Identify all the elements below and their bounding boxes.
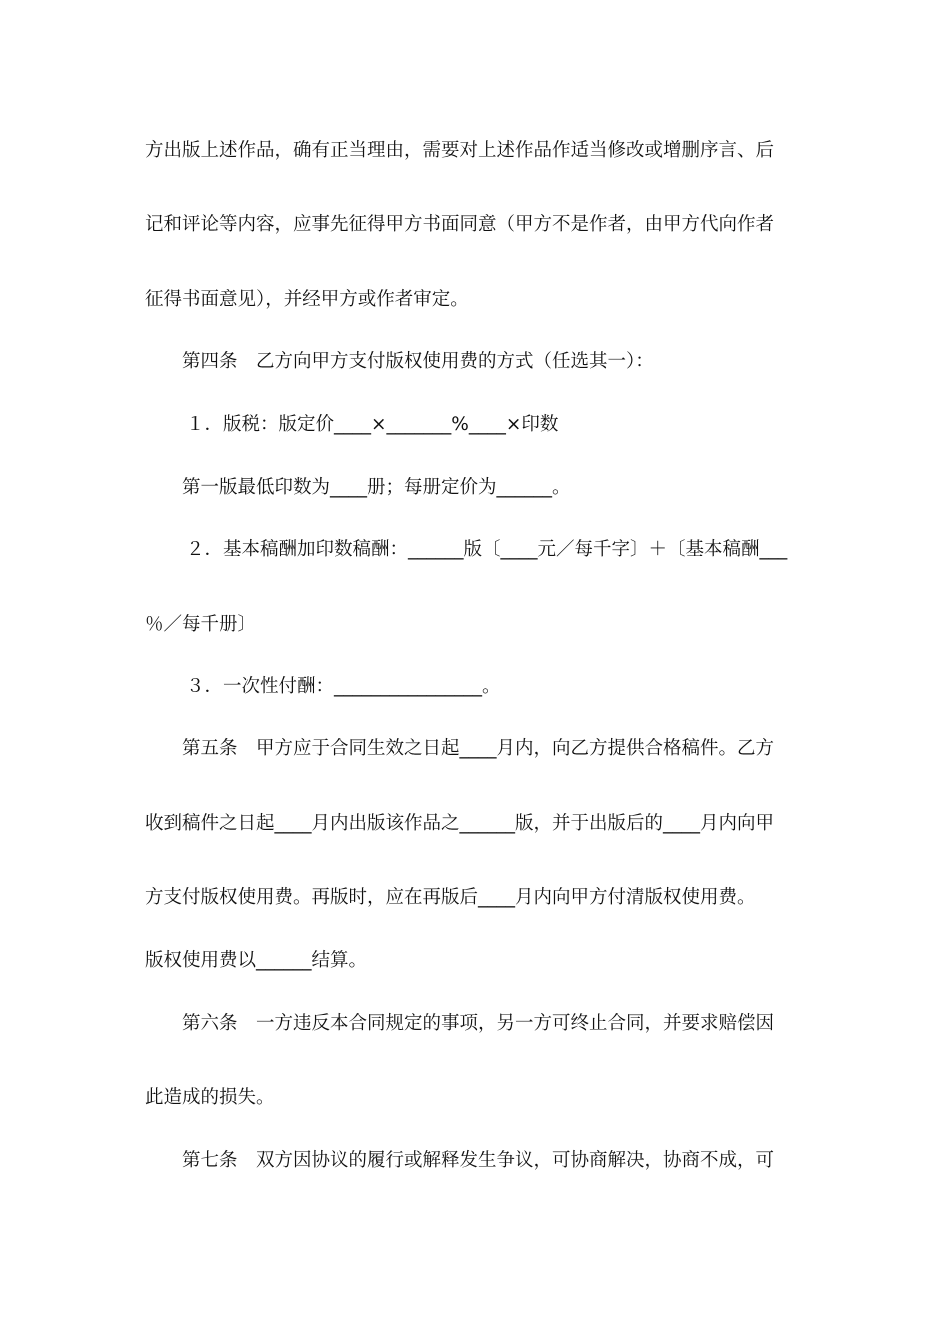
- article-5-heading: 第五条 甲方应于合同生效之日起____月内，向乙方提供合格稿件。乙方: [182, 738, 775, 759]
- article-6-heading: 第六条 一方违反本合同规定的事项，另一方可终止合同，并要求赔偿因: [182, 1013, 775, 1034]
- paragraph-line: 征得书面意见），并经甲方或作者审定。: [145, 289, 469, 310]
- paragraph-line: 收到稿件之日起____月内出版该作品之______版，并于出版后的____月内向甲: [145, 813, 775, 834]
- paragraph-line: 方支付版权使用费。再版时，应在再版后____月内向甲方付清版权使用费。: [145, 887, 756, 908]
- paragraph-line: 记和评论等内容，应事先征得甲方书面同意（甲方不是作者，由甲方代向作者: [145, 214, 775, 235]
- option-2-base-fee: ２．基本稿酬加印数稿酬：______版〔____元／每千字〕＋〔基本稿酬___: [186, 539, 788, 560]
- paragraph-line: ％／每千册〕: [145, 614, 257, 635]
- option-1-royalty: １．版税：版定价____×_______%____×印数: [186, 414, 559, 435]
- paragraph-line: 此造成的损失。: [145, 1087, 275, 1108]
- paragraph-line: 第一版最低印数为____册；每册定价为______。: [182, 477, 571, 498]
- article-7-heading: 第七条 双方因协议的履行或解释发生争议，可协商解决，协商不成，可: [182, 1150, 775, 1171]
- article-4-heading: 第四条 乙方向甲方支付版权使用费的方式（任选其一）：: [182, 351, 654, 372]
- option-3-lump-sum: ３．一次性付酬：________________。: [186, 676, 501, 697]
- paragraph-line: 版权使用费以______结算。: [145, 950, 368, 971]
- paragraph-line: 方出版上述作品，确有正当理由，需要对上述作品作适当修改或增删序言、后: [145, 140, 775, 161]
